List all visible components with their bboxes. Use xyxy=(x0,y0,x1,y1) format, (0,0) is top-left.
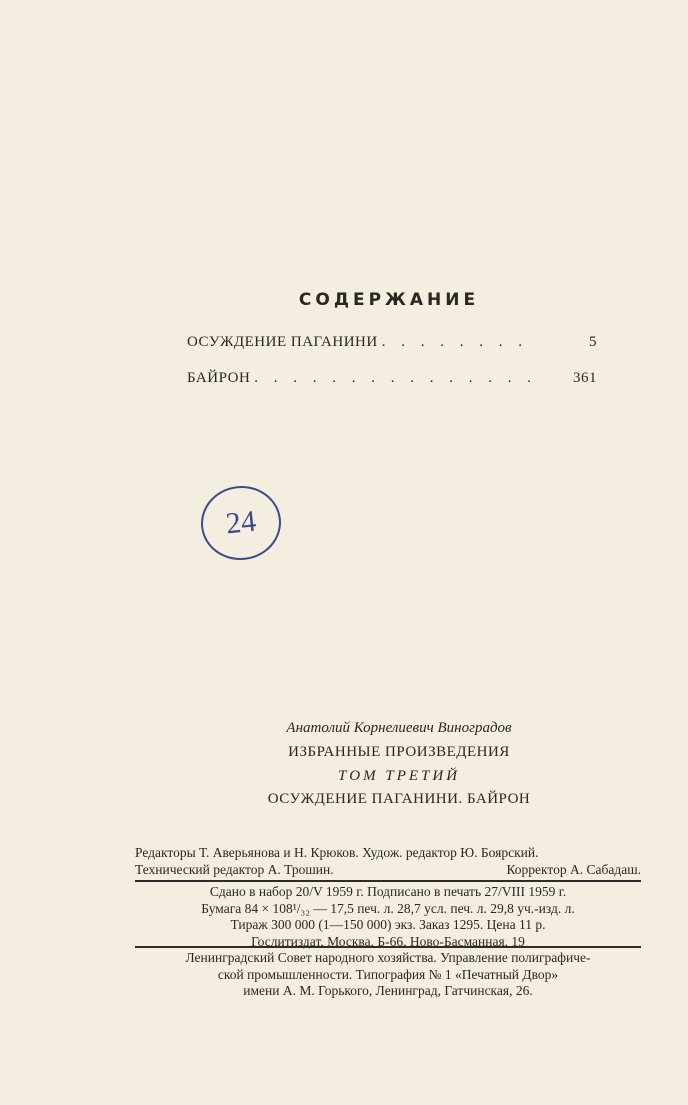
toc-entry xyxy=(187,334,597,351)
book-title: ОСУЖДЕНИЕ ПАГАНИНИ. БАЙРОН xyxy=(267,791,531,807)
print-data-line: Тираж 300 000 (1—150 000) экз. Заказ 1295. Цена 11 р. xyxy=(230,917,546,932)
toc-entry-leader: . . . . . . . . xyxy=(381,334,528,350)
tech-editor-text: Технический редактор А. Трошин. xyxy=(135,862,334,877)
print-data-block xyxy=(135,884,641,950)
volume-label: ТОМ ТРЕТИЙ xyxy=(337,768,461,784)
toc-title: СОДЕРЖАНИЕ xyxy=(298,290,480,310)
toc-entry-title: ОСУЖДЕНИЕ ПАГАНИНИ xyxy=(187,334,378,350)
toc-entry-leader: . . . . . . . . . . . . . . . xyxy=(254,370,538,386)
proofreader-text: Корректор А. Сабадаш. xyxy=(506,862,641,877)
print-data-line: Гослитиздат, Москва, Б-66, Ново-Басманная, 19 xyxy=(251,933,525,949)
stamp-number: 24 xyxy=(224,504,258,541)
print-data-line: Бумага 84 × 108¹/₃₂ — 17,5 печ. л. 28,7 усл. печ. л. 29,8 уч.-изд. л. xyxy=(201,900,575,916)
printer-block xyxy=(135,950,641,1000)
editors-credits xyxy=(135,844,641,878)
credits-line xyxy=(135,861,641,878)
divider xyxy=(135,946,641,948)
toc-entry-title: БАЙРОН xyxy=(187,370,251,386)
library-stamp xyxy=(197,482,284,564)
printer-line: Ленинградский Совет народного хозяйства. Управление полиграфиче- xyxy=(185,950,591,965)
author-name: Анатолий Корнелиевич Виноградов xyxy=(286,720,512,736)
divider xyxy=(135,880,641,882)
printer-line: ской промышленности. Типография № 1 «Печатный Двор» xyxy=(217,966,559,982)
print-data-line: Сдано в набор 20/V 1959 г. Подписано в печать 27/VIII 1959 г. xyxy=(209,884,567,899)
toc-entry-page: 361 xyxy=(573,370,597,386)
editors-text: Редакторы Т. Аверьянова и Н. Крюков. Худож. редактор Ю. Боярский. xyxy=(135,845,539,860)
collection-title: ИЗБРАННЫЕ ПРОИЗВЕДЕНИЯ xyxy=(288,744,510,760)
printer-line: имени А. М. Горького, Ленинград, Гатчинская, 26. xyxy=(243,983,533,998)
credits-line xyxy=(135,844,641,861)
toc-entry xyxy=(187,370,597,387)
toc-entry-page: 5 xyxy=(589,334,597,350)
